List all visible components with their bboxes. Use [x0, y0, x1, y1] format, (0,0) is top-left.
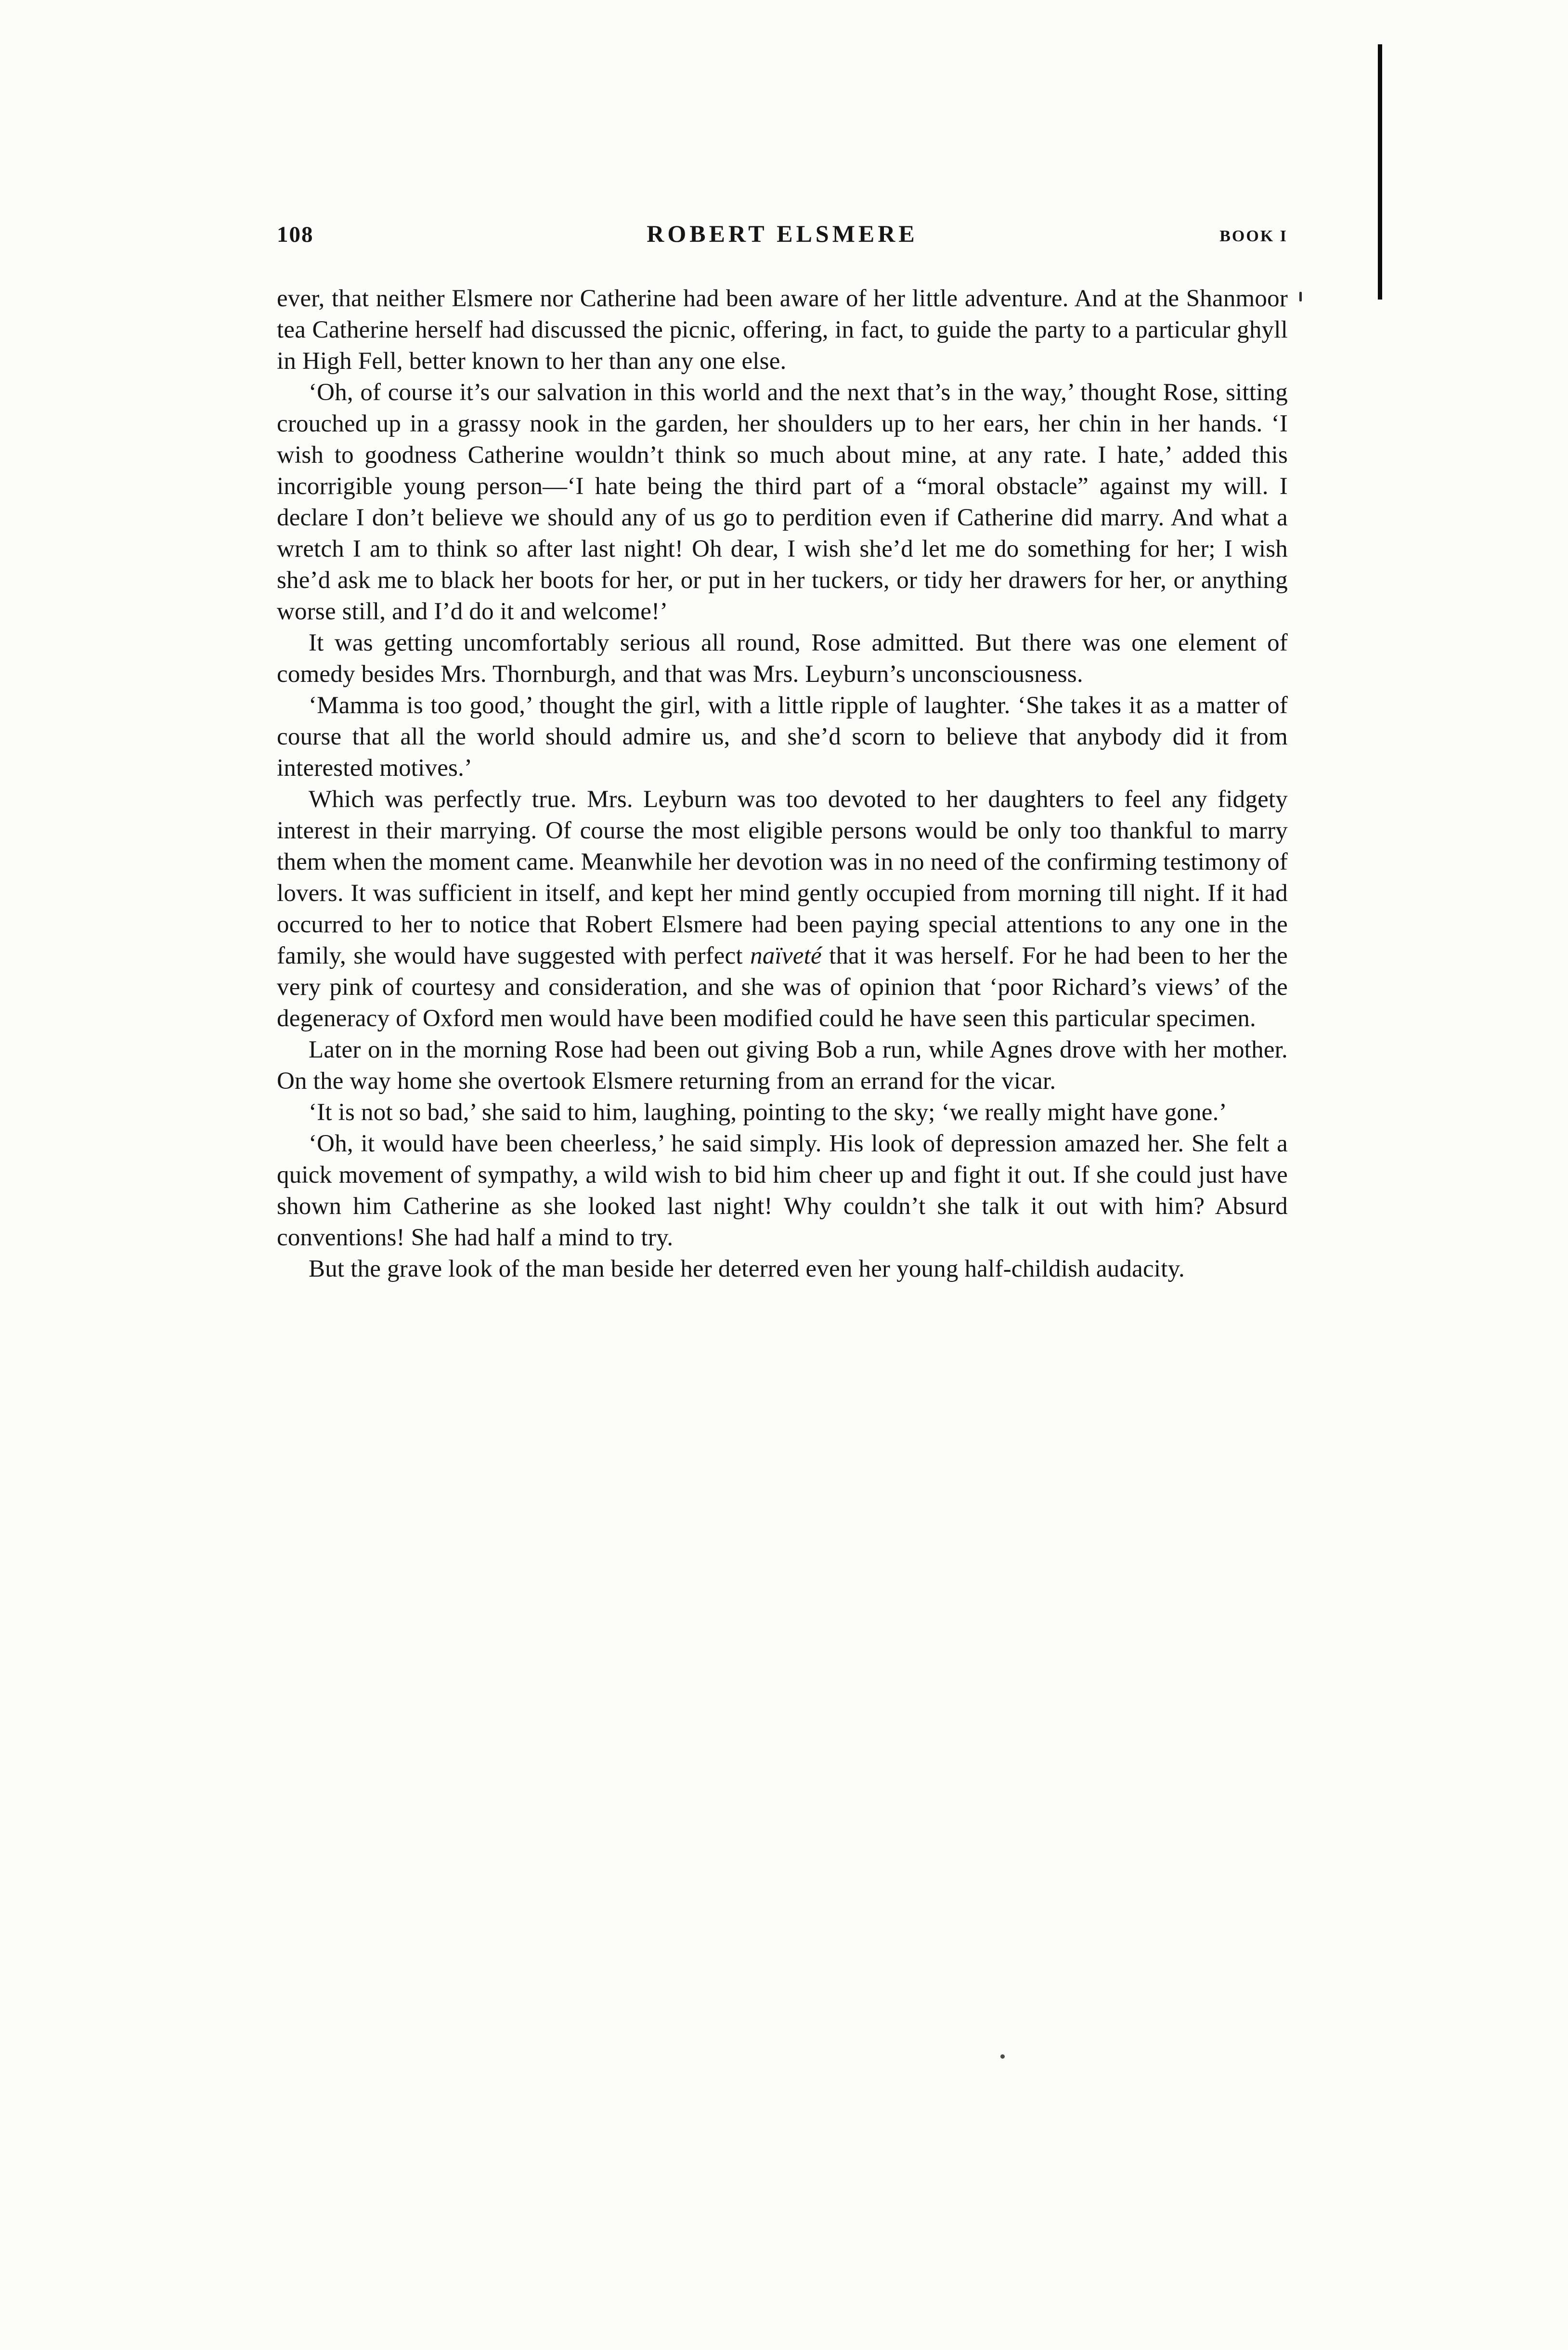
page-body — [277, 283, 1288, 1285]
text-segment: ever, that neither Elsmere nor Catherine had been aware of her little adventure. And at the Shanmoor tea Catherine herself had discussed the picnic, offering, in fact, to guide the party to a particular ghyll in High Fell, better known to her than any one else. — [277, 285, 1288, 375]
page-number: 108 — [277, 222, 314, 247]
paragraph — [277, 1128, 1288, 1253]
paragraph — [277, 283, 1288, 377]
running-title: ROBERT ELSMERE — [647, 220, 918, 247]
paragraph — [277, 784, 1288, 1034]
text-segment: But the grave look of the man beside her deterred even her young half-childish audacity. — [309, 1255, 1185, 1282]
italic-text: naïveté — [750, 942, 822, 969]
paragraph — [277, 690, 1288, 784]
paragraph — [277, 1253, 1288, 1285]
text-segment: ‘Oh, of course it’s our salvation in this world and the next that’s in the way,’ thought Rose, sitting crouched up in a grassy nook in the garden, her shoulders up to her ears, her chin in her hands. ‘I wish to goodness Catherine wouldn’t think so much about mine, at any rate. I hate,’ added this incorrigible young person—‘I hate being the third part of a “moral obstacle” against my will. I declare I don’t believe we should any of us go to perdition even if Catherine did marry. And what a wretch I am to think so after last night! Oh dear, I wish she’d let me do something for her; I wish she’d ask me to black her boots for her, or put in her tuckers, or tidy her drawers for her, or anything worse still, and I’d do it and welcome!’ — [277, 379, 1288, 625]
text-segment: ‘It is not so bad,’ she said to him, laughing, pointing to the sky; ‘we really might have gone.’ — [309, 1099, 1227, 1126]
scan-artifact-line — [1378, 44, 1382, 300]
paragraph — [277, 377, 1288, 627]
paragraph — [277, 627, 1288, 690]
text-segment: that it was herself. For he had been to her the very pink of courtesy and consideration, and she was of opinion that ‘poor Richard’s views’ of the degeneracy of Oxford men would have been modified could he have seen this particular specimen. — [277, 942, 1288, 1032]
paragraph — [277, 1097, 1288, 1128]
paragraph — [277, 1034, 1288, 1097]
text-segment: ‘Mamma is too good,’ thought the girl, with a little ripple of laughter. ‘She takes it as a matter of course that all the world should admire us, and she’d scorn to believe that anybody did it from interested motives.’ — [277, 692, 1288, 782]
scan-artifact-dot — [1000, 2054, 1005, 2059]
text-segment: It was getting uncomfortably serious all round, Rose admitted. But there was one element of comedy besides Mrs. Thornburgh, and that was Mrs. Leyburn’s unconsciousness. — [277, 629, 1288, 688]
text-segment: Later on in the morning Rose had been out giving Bob a run, while Agnes drove with her mother. On the way home she overtook Elsmere returning from an errand for the vicar. — [277, 1036, 1288, 1095]
book-label: BOOK I — [1219, 227, 1288, 245]
page-header — [277, 218, 1288, 248]
scan-artifact-speck — [1299, 292, 1302, 301]
text-segment: ‘Oh, it would have been cheerless,’ he said simply. His look of depression amazed her. She felt a quick movement of sympathy, a wild wish to bid him cheer up and fight it out. If she could just have shown him Catherine as she looked last night! Why couldn’t she talk it out with him? Absurd conventions! She had half a mind to try. — [277, 1130, 1288, 1251]
text-segment: Which was perfectly true. Mrs. Leyburn was too devoted to her daughters to feel any fidgety interest in their marrying. Of course the most eligible persons would be only too thankful to marry them when the moment came. Meanwhile her devotion was in no need of the confirming testimony of lovers. It was sufficient in itself, and kept her mind gently occupied from morning till night. If it had occurred to her to notice that Robert Elsmere had been paying special attentions to any one in the family, she would have suggested with perfect — [277, 786, 1288, 969]
